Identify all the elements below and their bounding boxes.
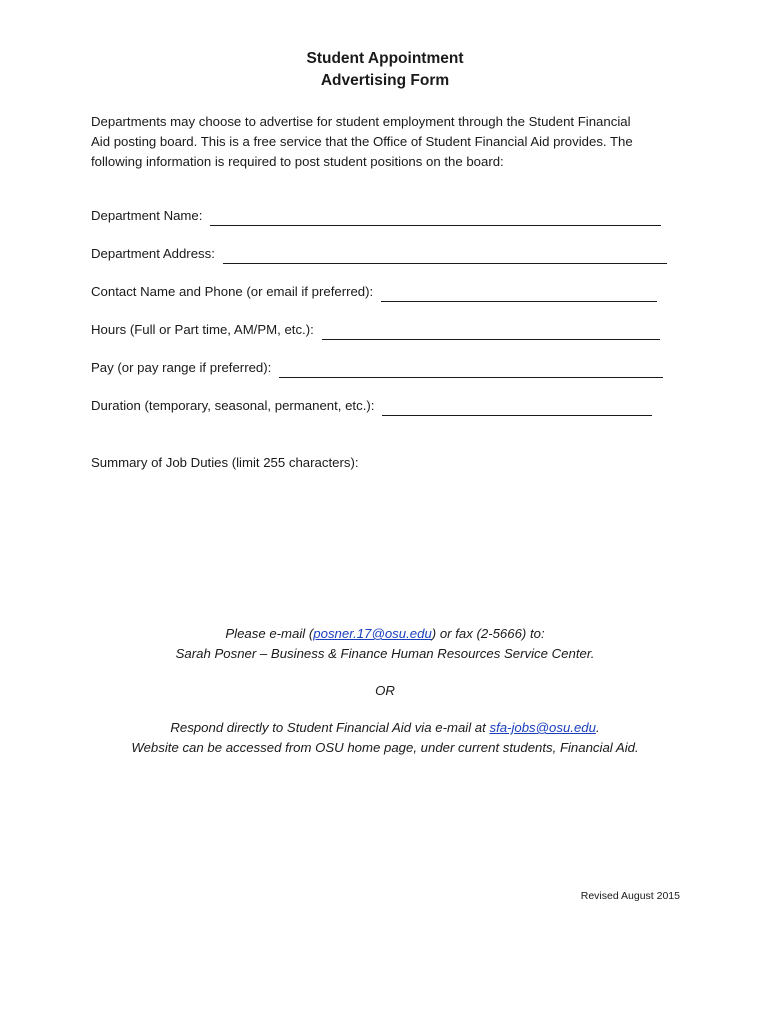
intro-line: Aid posting board. This is a free service that the Office of Student Financial Aid provides. The [91,134,633,149]
revised-date: Revised August 2015 [580,890,680,902]
form-title-line1: Student Appointment [306,50,464,67]
field-label: Contact Name and Phone (or email if preferred): [91,284,374,299]
contact-line3 [0,718,770,738]
hours-input[interactable] [322,325,660,340]
field-label: Department Address: [91,246,215,261]
summary-label: Summary of Job Duties (limit 255 characters): [91,455,359,470]
contact-line1 [0,624,770,644]
or-separator: OR [375,683,395,698]
contact-text: Respond directly to Student Financial Aid via e-mail at [170,720,490,735]
field-label: Pay (or pay range if preferred): [91,360,272,375]
field-label: Department Name: [91,208,203,223]
form-title-line2: Advertising Form [320,72,450,89]
pay-input[interactable] [279,363,663,378]
field-label: Hours (Full or Part time, AM/PM, etc.): [91,322,314,337]
posner-email-link[interactable]: posner.17@osu.edu [313,626,432,641]
department-name-field [91,204,661,226]
department-address-field [91,242,667,264]
contact-input[interactable] [381,287,657,302]
contact-line2: Sarah Posner – Business & Finance Human Resources Service Center. [175,646,595,661]
department-address-input[interactable] [223,249,667,264]
pay-field [91,356,663,378]
duration-field [91,394,652,416]
intro-paragraph [91,112,681,172]
contact-text: ) or fax (2-5666) to: [431,626,545,641]
summary-input[interactable] [91,484,679,582]
contact-line4: Website can be accessed from OSU home page, under current students, Financial Aid. [131,740,639,755]
field-label: Duration (temporary, seasonal, permanent, etc.): [91,398,375,413]
contact-text: . [595,720,600,735]
contact-text: Please e-mail ( [225,626,314,641]
sfa-jobs-email-link[interactable]: sfa-jobs@osu.edu [489,720,596,735]
intro-line: Departments may choose to advertise for student employment through the Student Financial [91,114,631,129]
department-name-input[interactable] [210,211,661,226]
duration-input[interactable] [382,401,652,416]
hours-field [91,318,660,340]
contact-field [91,280,657,302]
intro-line: following information is required to post student positions on the board: [91,154,504,169]
